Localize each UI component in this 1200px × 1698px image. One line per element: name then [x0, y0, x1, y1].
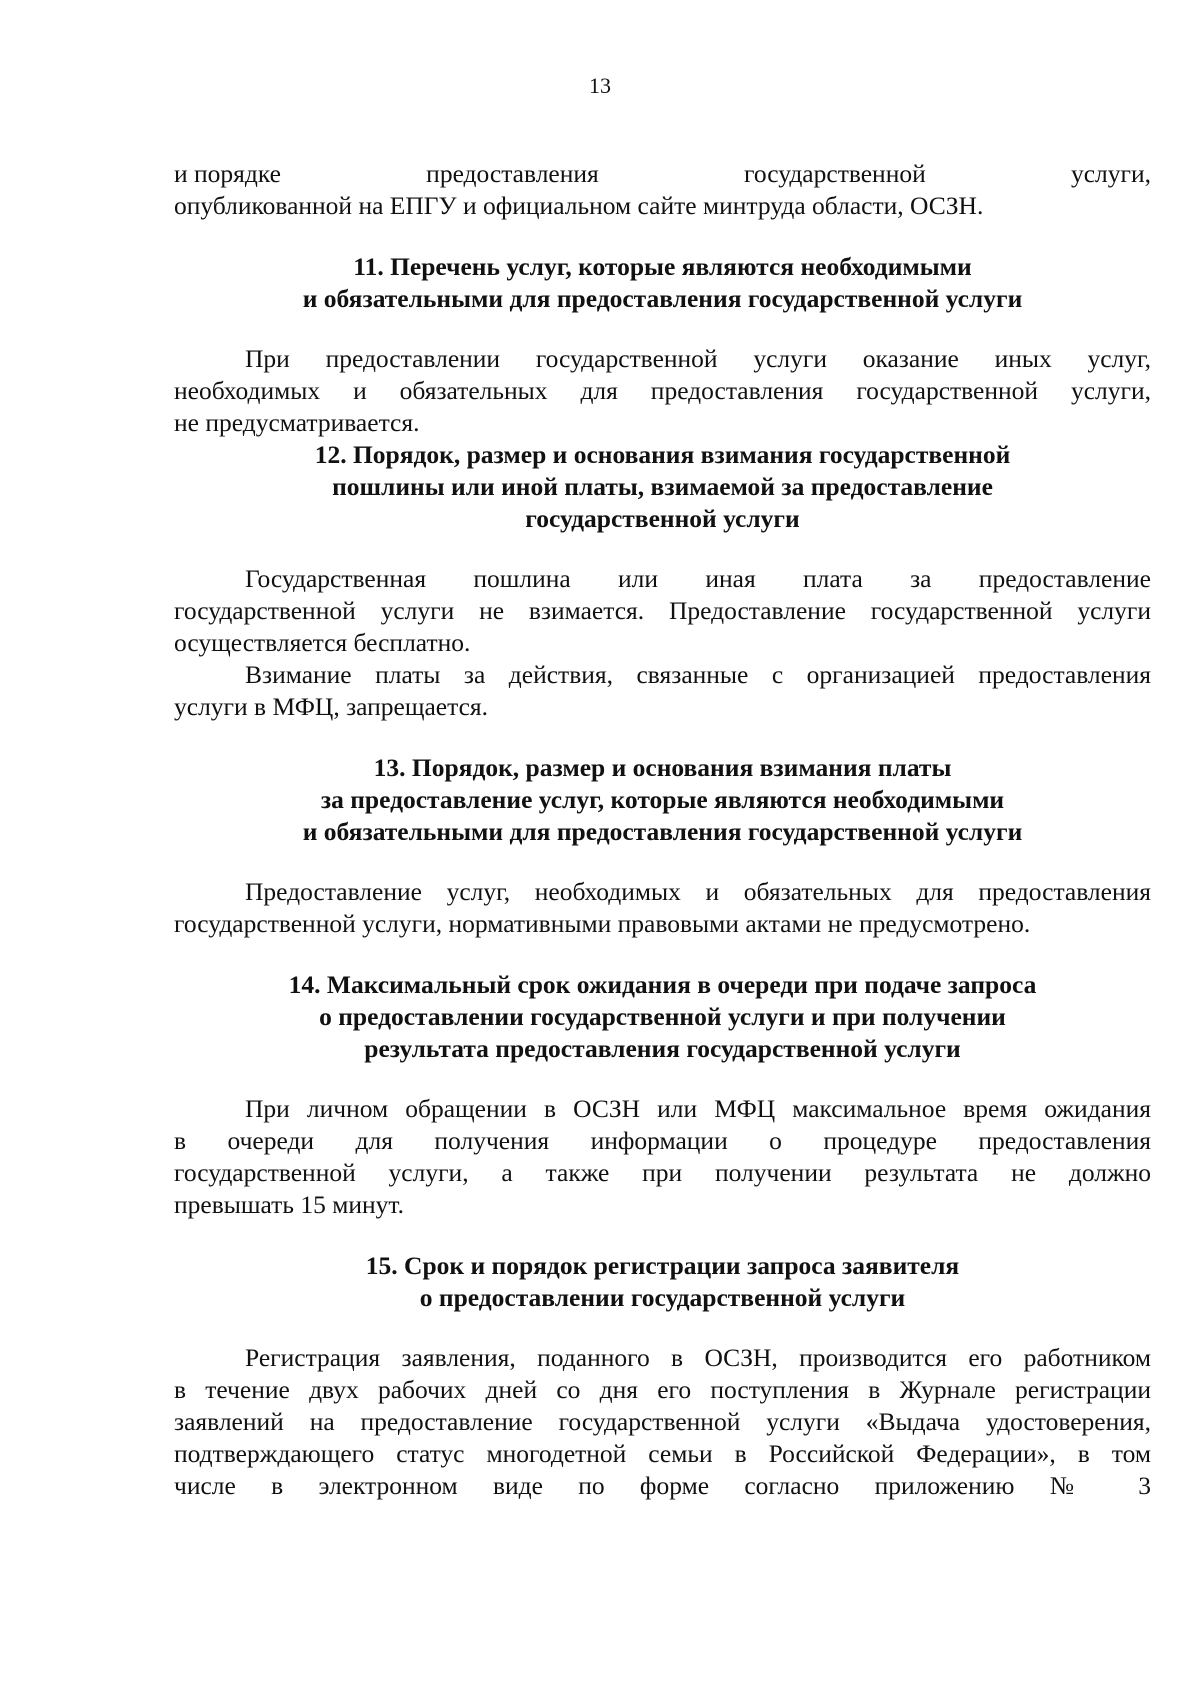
section-14-para-line: государственной услуги, а также при получении результата не должно: [174, 1158, 1151, 1187]
section-13-para-line: Предоставление услуг, необходимых и обязательных для предоставления: [245, 877, 1151, 906]
intro-word: государственной: [744, 159, 926, 188]
intro-line-1: [174, 158, 1151, 190]
section-15-heading-line: о предоставлении государственной услуги: [419, 1283, 906, 1312]
section-14-para-line: превышать 15 минут.: [174, 1190, 404, 1219]
section-11-para-line: При предоставлении государственной услуги оказание иных услуг,: [245, 344, 1151, 373]
section-11-para-line: необходимых и обязательных для предоставления государственной услуги,: [174, 376, 1151, 405]
section-14-para-line: При личном обращении в ОСЗН или МФЦ максимальное время ожидания: [245, 1094, 1151, 1123]
section-12-heading-line: государственной услуги: [525, 504, 800, 533]
section-12-para2-line: Взимание платы за действия, связанные с организацией предоставления: [245, 660, 1151, 689]
section-15-para-line: подтверждающего статус многодетной семьи в Российской Федерации», в том: [174, 1439, 1151, 1468]
intro-word: услуги,: [1070, 159, 1151, 188]
section-13-para-line: государственной услуги, нормативными правовыми актами не предусмотрено.: [174, 909, 1031, 938]
section-15-para-line: заявлений на предоставление государственной услуги «Выдача удостоверения,: [174, 1407, 1151, 1436]
section-13-heading-line: за предоставление услуг, которые являются необходимыми: [320, 785, 1005, 814]
section-11-para-line: не предусматривается.: [174, 408, 420, 437]
section-15-para-line: числе в электронном виде по форме согласно приложению № 3: [174, 1471, 1151, 1500]
section-12-para1-line: Государственная пошлина или иная плата за предоставление: [245, 564, 1151, 593]
section-11-heading-line: и обязательными для предоставления государственной услуги: [302, 284, 1023, 313]
section-12-para2-line: услуги в МФЦ, запрещается.: [174, 692, 489, 721]
section-14-heading-line: о предоставлении государственной услуги и при получении: [319, 1002, 1006, 1031]
section-15-para-line: Регистрация заявления, поданного в ОСЗН, производится его работником: [245, 1343, 1151, 1372]
section-12-heading-line: пошлины или иной платы, взимаемой за предоставление: [332, 472, 993, 501]
section-12-para1-line: осуществляется бесплатно.: [174, 628, 471, 657]
section-13-heading-line: и обязательными для предоставления государственной услуги: [302, 817, 1023, 846]
section-15-para-line: в течение двух рабочих дней со дня его поступления в Журнале регистрации: [174, 1375, 1151, 1404]
section-12-para1-line: государственной услуги не взимается. Предоставление государственной услуги: [174, 596, 1151, 625]
page-number: 13: [589, 73, 611, 98]
section-13-heading-line: 13. Порядок, размер и основания взимания платы: [373, 753, 952, 782]
intro-word: и порядке: [174, 159, 281, 188]
section-12-heading-line: 12. Порядок, размер и основания взимания государственной: [314, 440, 1011, 469]
section-15-heading-line: 15. Срок и порядок регистрации запроса заявителя: [365, 1251, 960, 1280]
section-11-heading-line: 11. Перечень услуг, которые являются необходимыми: [353, 252, 972, 281]
section-14-heading-line: 14. Максимальный срок ожидания в очереди при подаче запроса: [288, 970, 1037, 999]
intro-line-2: опубликованной на ЕПГУ и официальном сайте минтруда области, ОСЗН.: [174, 191, 984, 220]
section-14-para-line: в очереди для получения информации о процедуре предоставления: [174, 1126, 1151, 1155]
section-14-heading-line: результата предоставления государственной услуги: [364, 1034, 961, 1063]
document-body: [174, 158, 1151, 1502]
intro-word: предоставления: [426, 159, 599, 188]
